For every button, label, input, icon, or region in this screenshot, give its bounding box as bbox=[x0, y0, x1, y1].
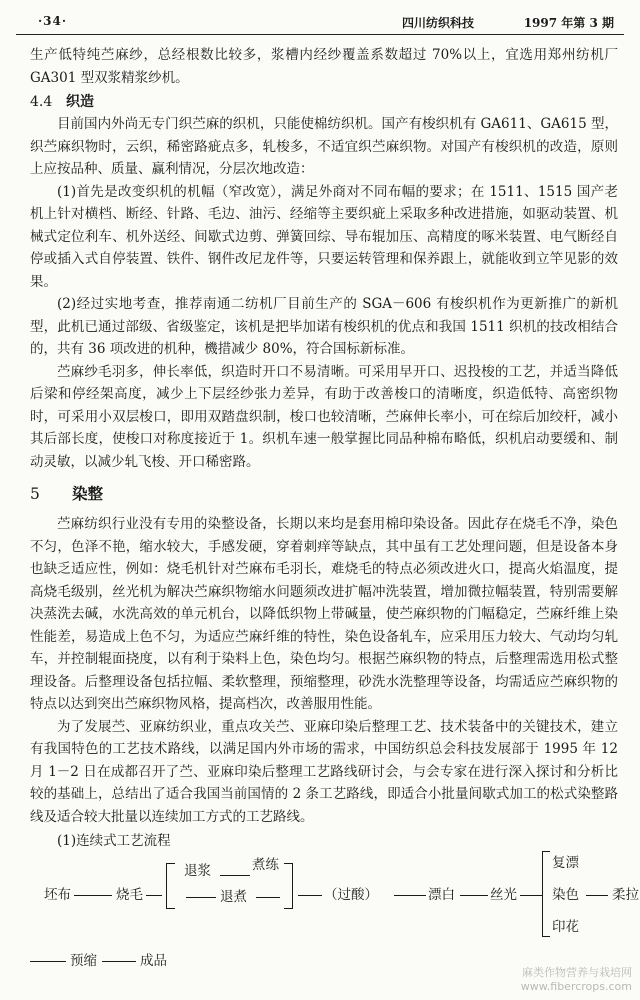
flow-connector bbox=[30, 961, 66, 962]
flow-connector bbox=[186, 897, 216, 898]
flow-connector bbox=[220, 875, 250, 876]
flow-step-guosuan: （过酸） bbox=[324, 886, 378, 903]
flow-connector bbox=[394, 895, 426, 896]
section-heading-dyeing bbox=[30, 481, 618, 507]
section-number: 4.4 bbox=[30, 94, 53, 110]
flow-step-shaomao: 烧毛 bbox=[116, 886, 143, 903]
article-body bbox=[30, 44, 639, 983]
watermark bbox=[521, 966, 632, 994]
watermark-line-1: 麻类作物营养与栽培网 bbox=[522, 966, 632, 979]
page-number: ·34· bbox=[38, 14, 68, 28]
issue-label: 1997 年第 3 期 bbox=[523, 16, 614, 30]
flow-step-tuizhu: 退煮 bbox=[220, 888, 247, 905]
flow-step-yusuo: 预缩 bbox=[70, 952, 97, 969]
flow-connector bbox=[146, 895, 162, 896]
watermark-line-2: www.fibercrops.com bbox=[520, 980, 632, 993]
paragraph-intro: 生产低特纯苎麻纱，总经根数比较多，浆槽内经纱覆盖系数超过 70%以上，宜选用郑州纺机厂 GA301 型双浆精浆纱机。 bbox=[30, 47, 618, 86]
flow-step-roula: 柔拉 bbox=[612, 886, 639, 903]
paragraph-weaving-2: (1)首先是改变织机的机幅（窄改宽），满足外商对不同布幅的要求；在 1511、1515 国产老机上针对横档、断经、针路、毛边、油污、经缩等主要织疵上采取多种改进措施，如驱动装置、机械式定位利车、机外送经、间歇式边剪、弹簧回综、导布辊加压、高精度的啄米装置、电气断经自停或插入式自停装置、铁件、钢件改尼龙件等，只要运转管理和保养跟上，就能收到立竿见影的效果。 bbox=[30, 183, 618, 290]
flow-connector bbox=[102, 961, 136, 962]
paragraph-dyeing-2: 为了发展苎、亚麻纺织业，重点攻关苎、亚麻印染后整理工艺、技术装备中的关键技术，建立有我国特色的工艺技术路线，以满足国内外市场的需求，中国纺织总会科技发展部于 1995 年 12 月 1－2 日在成都召开了苎、亚麻印染后整理工艺路线研讨会，与会专家在进行深入探讨和分析比较的基础上，总结出了适合我国当前国情的 2 条工艺路线，即适合小批量间歇式加工的松式染整路线及适合较大批量以连续加工方式的工艺路线。 bbox=[30, 718, 618, 825]
section-heading-weaving bbox=[30, 91, 618, 113]
flow-step-tuijiang: 退浆 bbox=[184, 862, 211, 879]
paragraph-weaving-3: (2)经过实地考查，推荐南通二纺机厂目前生产的 SGA－606 有梭织机作为更新推广的新机型，此机已通过部级、省级鉴定，该机是把毕加诺有梭织机的优点和我国 1511 织机的技改相结合的，共有 36 项改进的机种，機措减少 80%，符合国标新标准。 bbox=[30, 296, 618, 357]
flow-connector bbox=[520, 895, 542, 896]
flow-connector bbox=[74, 895, 112, 896]
section-title: 织造 bbox=[66, 94, 94, 110]
page-header bbox=[16, 8, 624, 35]
flow-step-pibu: 坯布 bbox=[44, 886, 71, 903]
paragraph-dyeing-1: 苎麻纺织行业没有专用的染整设备，长期以来均是套用棉印染设备。因此存在烧毛不净，染色不匀，色泽不艳，缩水较大，手感发硬，穿着刺痒等缺点，其中虽有工艺处理问题，但是设备本身也缺乏适应性，例如：烧毛机针对苎麻布毛羽长，难烧毛的特点必须改进火口，提高火焰温度，提高烧毛级别，丝光机为解决苎麻织物缩水问题须改进扩幅冲洗装置，增加微拉幅装置，特别需要解决蒸洗去碱，水洗高效的单元机台，以降低织物上带碱量，使苎麻织物的门幅稳定，苎麻纤维上染性能差，易造成上色不匀，为适应苎麻纤维的特性，染色设备轧车，应采用压力较大、气动均匀轧车，并控制辊面挠度，以有利于染料上色，染色均匀。根据苎麻织物的特点，后整理需选用松式整理设备。后整理设备包括拉幅、柔软整理，预缩整理，砂洗水洗整理等设备，均需适应苎麻织物的特点以达到突出苎麻织物风格，提高档次，改善服用性能。 bbox=[30, 516, 618, 712]
section-title: 染整 bbox=[72, 484, 104, 503]
left-bracket bbox=[542, 851, 550, 937]
flow-step-chengpin: 成品 bbox=[140, 952, 167, 969]
flow-connector bbox=[460, 895, 488, 896]
flow-connector bbox=[256, 897, 280, 898]
paragraph-weaving-4: 苎麻纱毛羽多，伸长率低，织造时开口不易清晰。可采用早开口、迟投梭的工艺，并适当降低后梁和停经架高度，减少上下层经纱张力差异，有助于改善梭口的清晰度，织造低特、高密织物时，可采用小双层梭口，即用双踏盘织制，梭口也较清晰，苎麻伸长率小，可在综后加绞杆，减小其后部长度，使梭口对称度接近于 1。织机车速一般掌握比同品种棉布略低，织机启动要缓和、制动灵敏，以减少轧飞梭、开口稀密路。 bbox=[30, 363, 618, 470]
flow-connector bbox=[586, 895, 608, 896]
journal-name: 四川纺织科技 bbox=[401, 16, 474, 30]
flow-step-zhulian: 煮练 bbox=[252, 856, 279, 873]
flow-step-piaobai: 漂白 bbox=[428, 886, 455, 903]
flow-step-fupiao: 复漂 bbox=[552, 854, 579, 871]
section-number: 5 bbox=[30, 485, 40, 503]
right-bracket bbox=[284, 863, 293, 909]
process-flow-diagram bbox=[30, 854, 639, 983]
left-bracket bbox=[166, 863, 175, 909]
flow-step-ranse: 染色 bbox=[552, 886, 579, 903]
flow-heading: (1)连续式工艺流程 bbox=[57, 833, 171, 849]
flow-step-yinhua: 印花 bbox=[552, 918, 579, 935]
flow-step-siguang: 丝光 bbox=[490, 886, 517, 903]
flow-connector bbox=[298, 895, 322, 896]
paragraph-weaving-1: 目前国内外尚无专门织苎麻的织机，只能使棉纺织机。国产有梭织机有 GA611、GA615 型，织苎麻织物时，云织，稀密路疵点多，轧梭多，不适宜织苎麻织物。对国产有梭织机的改造，原则上应按品种、质量、赢利情况，分层次地改造： bbox=[30, 116, 618, 177]
